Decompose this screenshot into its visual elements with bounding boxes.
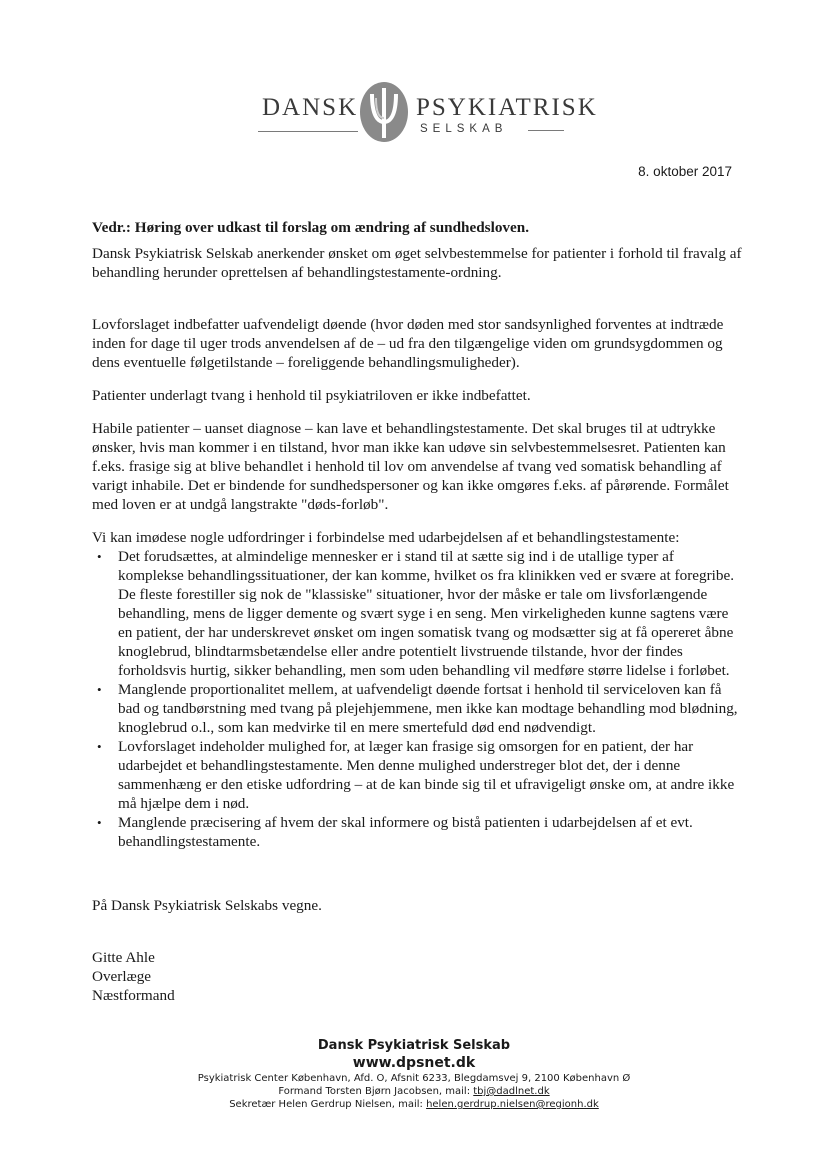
signature-name: Gitte Ahle — [92, 949, 155, 966]
list-item: • Manglende proportionalitet mellem, at uafvendeligt døende fortsat i henhold til serviceloven kan få bad og tandbørstning med tvang på plejehjemmene, men ikke kan modtage behandling mod blødning, knoglebrud o.l., som kan medvirke til en mere smertefuld død end nødvendigt. — [118, 680, 742, 737]
footer-secretary — [0, 1098, 828, 1111]
list-item: • Manglende præcisering af hvem der skal informere og bistå patienten i udarbejdelsen af et evt. behandlingstestamente. — [118, 813, 742, 851]
footer-address: Psykiatrisk Center København, Afd. O, Afsnit 6233, Blegdamsvej 9, 2100 København Ø — [197, 1073, 631, 1084]
signature-role: Næstformand — [92, 987, 175, 1004]
chair-label: Formand Torsten Bjørn Jacobsen, mail: — [278, 1086, 474, 1097]
chair-email-link[interactable]: tbj@dadlnet.dk — [473, 1086, 550, 1097]
letter-body — [92, 218, 742, 1005]
list-item: • Det forudsættes, at almindelige mennesker er i stand til at sætte sig ind i de utallige typer af komplekse behandlingssituationer, der kan komme, hvilket os fra klinikken ved er svære at foregribe. De fleste forestiller sig nok de "klassiske" situationer, hvor der måske er tale om livsforlængende behandling, mens de ligger demente og svært syge i en seng. Men virkeligheden kunne sagtens være en patient, der har underskrevet ønsket om ingen somatisk tvang og modsætter sig at få opereret åbne knoglebrud, blindtarmsbetændelse eller andre potentielt livstruende tilstande, hvor der findes forholdsvis hurtig, sikker behandling, men som uden behandling vil medføre større lidelse i forløbet. — [118, 547, 742, 680]
paragraph: Lovforslaget indbefatter uafvendeligt døende (hvor døden med stor sandsynlighed forventes at indtræde inden for dage til uger trods anvendelsen af de – ud fra den tilgængelige viden om grundsygdommen og dens eventuelle følgetilstande – foreliggende behandlingsmuligheder). — [92, 316, 724, 371]
letter-subject: Vedr.: Høring over udkast til forslag om ændring af sundhedsloven. — [92, 219, 529, 236]
signature-title: Overlæge — [92, 968, 152, 985]
footer-org: Dansk Psykiatrisk Selskab — [317, 1038, 511, 1053]
paragraph: Habile patienter – uanset diagnose – kan lave et behandlingstestamente. Det skal bruges til at udtrykke ønsker, hvis man kommer i en tilstand, hvor man ikke kan udøve sin selvbestemmelsesret. Patienten kan f.eks. frasige sig at blive behandlet i henhold til lov om anvendelse af tvang ved somatisk behandling af varigt inhabile. Det er bindende for sundhedspersoner og kan ikke omgøres f.eks. af pårørende. Formålet med loven er at undgå langstrakte "døds-forløb". — [92, 420, 729, 513]
logo-subtitle: SELSKAB — [420, 123, 508, 135]
letter-date: 8. oktober 2017 — [638, 164, 732, 179]
list-item: • Lovforslaget indeholder mulighed for, at læger kan frasige sig omsorgen for en patient, der har udarbejdet et behandlingstestamente. Men denne mulighed understreger blot det, der i denne sammenhæng er den etiske udfordring – at de kan binde sig til et ufravigeligt ønske om, at andre ikke må hjælpe dem i nød. — [118, 737, 742, 813]
footer-website: www.dpsnet.dk — [352, 1055, 476, 1071]
secretary-email-link[interactable]: helen.gerdrup.nielsen@regionh.dk — [426, 1099, 599, 1110]
closing-line: På Dansk Psykiatrisk Selskabs vegne. — [92, 897, 322, 914]
paragraph: Patienter underlagt tvang i henhold til psykiatriloven er ikke indbefattet. — [92, 387, 531, 404]
challenges-list — [92, 547, 742, 851]
paragraph: Vi kan imødese nogle udfordringer i forbindelse med udarbejdelsen af et behandlingstestamente: — [92, 529, 680, 546]
secretary-label: Sekretær Helen Gerdrup Nielsen, mail: — [229, 1099, 427, 1110]
paragraph: Dansk Psykiatrisk Selskab anerkender ønsket om øget selvbestemmelse for patienter i forhold til fravalg af behandling herunder oprettelsen af behandlingstestamente-ordning. — [92, 245, 742, 281]
logo-word-left: DANSK — [262, 94, 359, 121]
logo-word-right: PSYKIATRISK — [416, 94, 598, 121]
society-logo — [258, 80, 598, 150]
logo-rule-left — [258, 131, 358, 132]
logo-rule-right — [528, 130, 564, 131]
psi-emblem-icon — [358, 80, 410, 144]
footer-chair — [0, 1085, 828, 1098]
letter-footer — [0, 1037, 828, 1111]
